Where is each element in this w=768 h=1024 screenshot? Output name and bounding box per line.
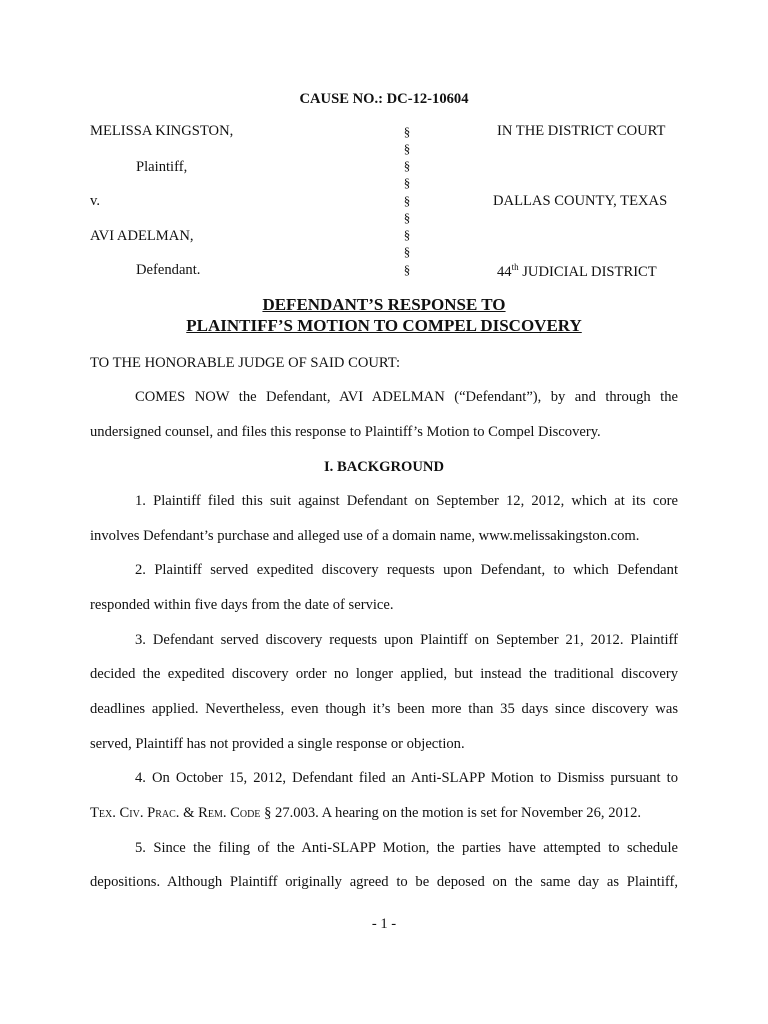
paragraph-text: § 27.003. A hearing on the motion is set for November 26, 2012. (260, 805, 642, 821)
paragraph-line: involves Defendant’s purchase and alleged use of a domain name, www.melissakingston.com. (90, 528, 640, 544)
document-title-line-2: PLAINTIFF’S MOTION TO COMPEL DISCOVERY (186, 316, 582, 335)
section-heading: I. BACKGROUND (324, 459, 444, 475)
statute-citation: Tex. Civ. Prac. & Rem. Code (90, 805, 261, 821)
section-symbol: § (403, 124, 411, 139)
paragraph-line: responded within five days from the date of service. (90, 597, 394, 613)
paragraph-line: 4. On October 15, 2012, Defendant filed an Anti-SLAPP Motion to Dismiss pursuant to (135, 770, 678, 786)
paragraph-line: 3. Defendant served discovery requests upon Plaintiff on September 21, 2012. Plaintiff (135, 632, 678, 648)
defendant-name: AVI ADELMAN, (90, 228, 194, 244)
section-symbol: § (403, 158, 411, 173)
defendant-role: Defendant. (136, 262, 201, 278)
page-number: - 1 - (371, 916, 397, 932)
plaintiff-role: Plaintiff, (136, 159, 188, 175)
plaintiff-name: MELISSA KINGSTON, (90, 123, 234, 139)
district-suffix: th (511, 262, 519, 272)
salutation: TO THE HONORABLE JUDGE OF SAID COURT: (90, 355, 401, 371)
court-name: IN THE DISTRICT COURT (497, 123, 666, 139)
district-label: JUDICIAL DISTRICT (518, 263, 657, 280)
paragraph-line: 1. Plaintiff filed this suit against Defendant on September 12, 2012, which at its core (135, 493, 678, 509)
paragraph-line: 2. Plaintiff served expedited discovery requests upon Defendant, to which Defendant (135, 562, 678, 578)
section-symbol: § (403, 262, 411, 277)
versus: v. (90, 193, 100, 209)
section-symbol: § (403, 210, 411, 225)
county-name: DALLAS COUNTY, TEXAS (493, 193, 668, 209)
intro-line-2: undersigned counsel, and files this response to Plaintiff’s Motion to Compel Discovery. (90, 424, 601, 440)
section-symbol: § (403, 141, 411, 156)
section-symbol: § (403, 227, 411, 242)
intro-line-1: COMES NOW the Defendant, AVI ADELMAN (“Defendant”), by and through the (135, 389, 678, 405)
paragraph-line: decided the expedited discovery order no longer applied, but instead the traditional discovery (90, 666, 678, 682)
judicial-district (497, 262, 657, 281)
document-title-line-1: DEFENDANT’S RESPONSE TO (262, 295, 506, 314)
paragraph-line: served, Plaintiff has not provided a single response or objection. (90, 736, 465, 752)
section-symbol: § (403, 175, 411, 190)
paragraph-line: 5. Since the filing of the Anti-SLAPP Motion, the parties have attempted to schedule (135, 840, 678, 856)
paragraph-line (90, 805, 641, 822)
paragraph-line: deadlines applied. Nevertheless, even though it’s been more than 35 days since discovery was (90, 701, 678, 717)
cause-number: CAUSE NO.: DC-12-10604 (299, 91, 469, 107)
section-symbol: § (403, 193, 411, 208)
section-symbol: § (403, 244, 411, 259)
district-number: 44 (497, 263, 512, 280)
paragraph-line: depositions. Although Plaintiff originally agreed to be deposed on the same day as Plaintiff, (90, 874, 678, 890)
